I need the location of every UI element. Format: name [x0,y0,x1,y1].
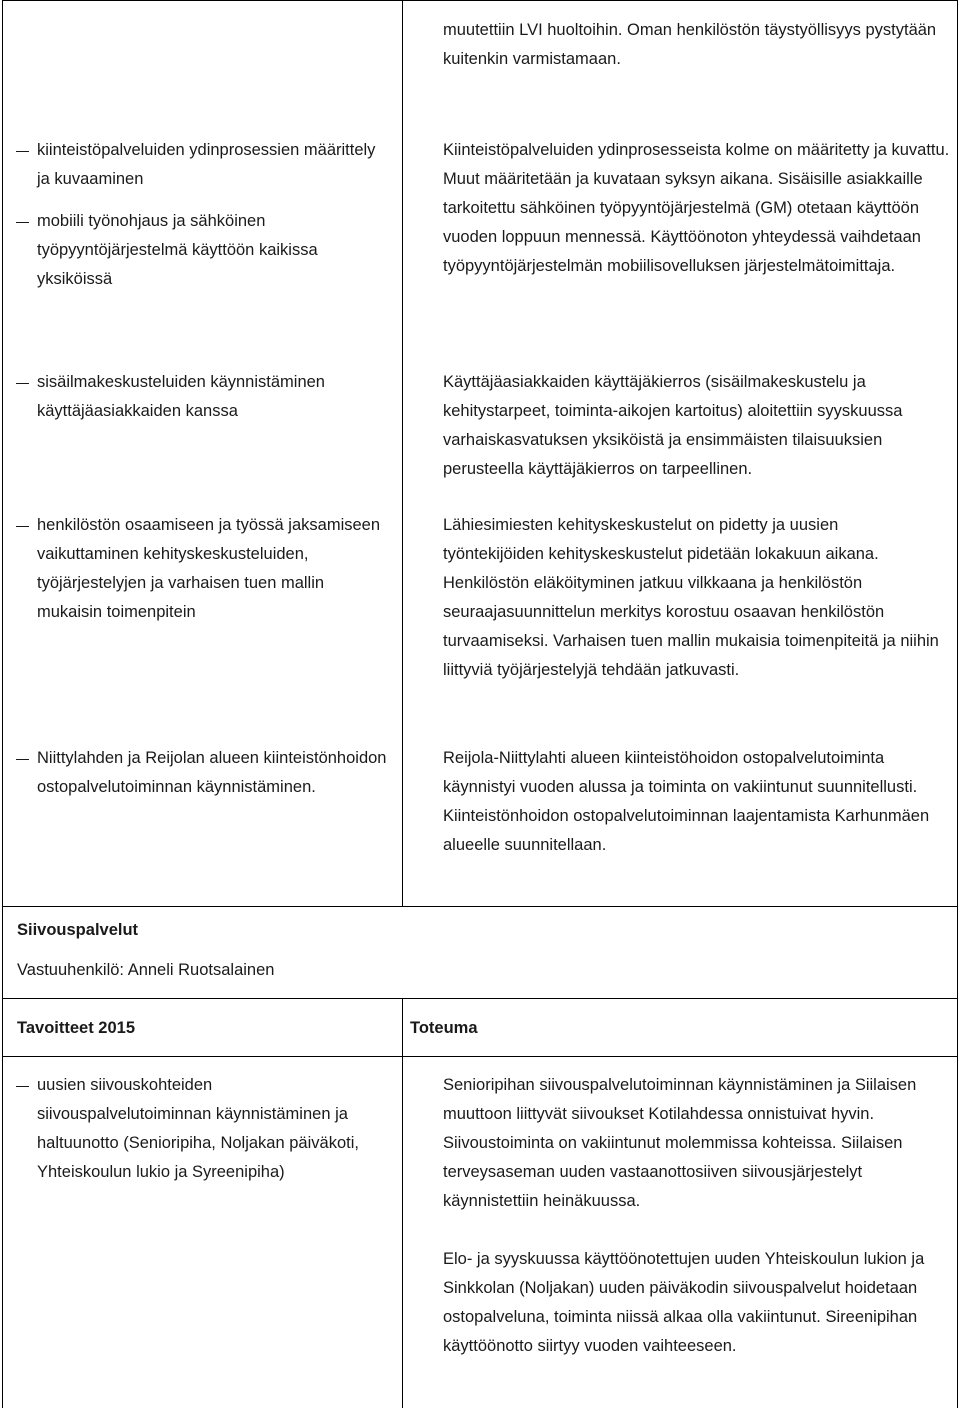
column-divider-bottom [402,1056,403,1408]
goal-item: mobiili työnohjaus ja sähköinen työpyyntöjärjestelmä käyttöön kaikissa yksiköissä [37,212,318,288]
border-left [2,0,3,1408]
row-divider [2,998,958,999]
section-title: Siivouspalvelut [17,921,139,939]
row-divider [2,1056,958,1057]
column-divider-top [402,0,403,906]
result-text: Käyttäjäasiakkaiden käyttäjäkierros (sisäilmakeskustelu ja kehitystarpeet, toiminta-aikojen kartoitus) aloitettiin syyskuussa varhaiskasvatuksen yksiköistä ja ensimmäisten tilaisuuksien perusteella käyttäjäkierros on tarpeellinen. [443,373,903,478]
bullet-dash [16,759,29,760]
column-header-result: Toteuma [410,1019,478,1037]
responsible-person: Vastuuhenkilö: Anneli Ruotsalainen [17,961,275,979]
goal-item: Niittylahden ja Reijolan alueen kiinteistönhoidon ostopalvelutoiminnan käynnistäminen. [37,749,387,796]
result-text: Lähiesimiesten kehityskeskustelut on pidetty ja uusien työntekijöiden kehityskeskustelut pidetään lokakuun aikana. Henkilöstön eläköityminen jatkuu vilkkaana ja henkilöstön seuraajasuunnittelun merkitys korostuu osaavan henkilöstön turvaamiseksi. Varhaisen tuen mallin mukaisia toimenpiteitä ja niihin liittyviä työjärjestelyjä tehdään jatkuvasti. [443,516,939,679]
row-divider [2,906,958,907]
result-text: Reijola-Niittylahti alueen kiinteistöhoidon ostopalvelutoiminta käynnistyi vuoden alussa ja toiminta on vakiintunut suunnitellusti. Kiinteistönhoidon ostopalvelutoiminnan laajentamista Karhunmäen alueelle suunnitellaan. [443,749,930,854]
goal-item: sisäilmakeskusteluiden käynnistäminen käyttäjäasiakkaiden kanssa [37,373,325,420]
column-header-goals: Tavoitteet 2015 [17,1019,135,1037]
result-text: Senioripihan siivouspalvelutoiminnan käynnistäminen ja Siilaisen muuttoon liittyvät siivoukset Kotilahdessa onnistuivat hyvin. Siivoustoiminta on vakiintunut molemmissa kohteissa. Siilaisen terveysaseman uuden vastaanottosiiven siivousjärjestelyt käynnistettiin heinäkuussa. [443,1076,917,1210]
result-text: Kiinteistöpalveluiden ydinprosesseista kolme on määritetty ja kuvattu. Muut määritetään ja kuvataan syksyn aikana. Sisäisille asiakkaille tarkoitettu sähköinen työpyyntöjärjestelmä (GM) otetaan käyttöön vuoden loppuun mennessä. Käyttöönoton yhteydessä vaihdetaan työpyyntöjärjestelmän mobiilisovelluksen järjestelmätoimittaja. [443,141,950,275]
bullet-dash [16,1086,29,1087]
bullet-dash [16,526,29,527]
border-top [2,0,958,1]
border-right [957,0,958,1408]
bullet-dash [16,222,29,223]
result-text: Elo- ja syyskuussa käyttöönotettujen uuden Yhteiskoulun lukion ja Sinkkolan (Noljakan) uuden päiväkodin siivouspalvelut hoidetaan ostopalveluna, toiminta niissä alkaa olla vakiintunut. Sireenipihan käyttöönotto siirtyy vuoden vaihteeseen. [443,1250,925,1355]
goal-item: kiinteistöpalveluiden ydinprosessien määrittely ja kuvaaminen [37,141,376,188]
column-divider-header [402,998,403,1056]
continued-result-text: muutettiin LVI huoltoihin. Oman henkilöstön täystyöllisyys pystytään kuitenkin varmistamaan. [443,21,937,68]
goal-item: henkilöstön osaamiseen ja työssä jaksamiseen vaikuttaminen kehityskeskusteluiden, työjärjestelyjen ja varhaisen tuen mallin mukaisin toimenpitein [37,516,381,621]
bullet-dash [16,383,29,384]
goal-item: uusien siivouskohteiden siivouspalvelutoiminnan käynnistäminen ja haltuunotto (Senioripiha, Noljakan päiväkoti, Yhteiskoulun lukio ja Syreenipiha) [37,1076,359,1181]
bullet-dash [16,151,29,152]
